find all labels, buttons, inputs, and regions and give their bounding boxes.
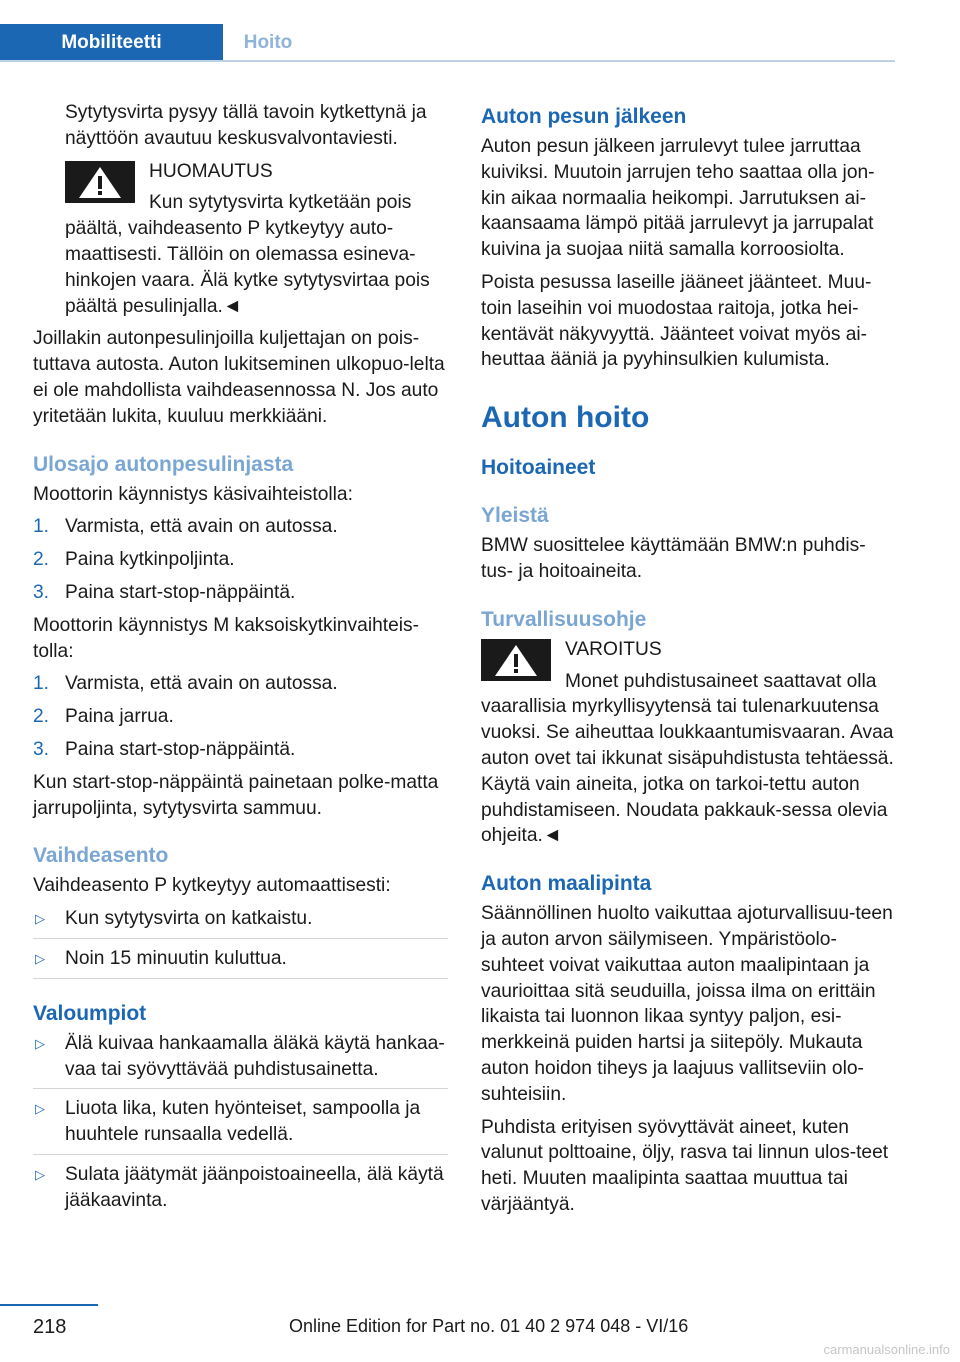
warning-title: VAROITUS — [565, 638, 662, 660]
warning-text: vaarallisia myrkyllisyytensä tai tulenarkuutensa vuoksi. Se aiheuttaa loukkaantumisvaaran. Avaa auton ovet tai ikkunat sisäpuhdistusta tehtäessä. Käytä vain aineita, jotka on tarkoi-tettu auton puhdistamiseen. Noudata pakkauk-sessa olevia ohjeita.◄ — [481, 696, 894, 847]
notice-line1: Kun sytytysvirta kytketään pois — [149, 192, 412, 214]
after-wash-paragraph-2: Poista pesussa laseille jääneet jäänteet. Muu-toin laseihin voi muodostaa raitoja, jotka hei-kentävät näkyvyyttä. Jäänteet voivat myös ai-heuttaa ääniä ja pyyhinsulkien kulumista. — [481, 271, 872, 371]
edition-text: Online Edition for Part no. 01 40 2 974 048 - VI/16 — [289, 1316, 689, 1336]
bullet-triangle-icon: ▷ — [35, 950, 45, 966]
warning-line1: Monet puhdistusaineet saattavat olla — [565, 670, 877, 692]
list-item: 2. Paina jarrua. — [33, 706, 174, 728]
intro-paragraph: Sytytysvirta pysyy tällä tavoin kytkettynä ja näyttöön avautuu keskusvalvontaviesti. — [65, 102, 427, 149]
left-column — [33, 100, 448, 1227]
notice-title: HUOMAUTUS — [149, 160, 273, 182]
list-item: ▷ Kun sytytysvirta on katkaistu. — [33, 906, 448, 939]
manual-paragraph: Moottorin käynnistys käsivaihteistolla: — [33, 483, 353, 505]
list-item: ▷ Noin 15 minuutin kuluttua. — [33, 946, 448, 979]
heading-after-wash: Auton pesun jälkeen — [481, 105, 687, 128]
gear-list — [33, 906, 448, 979]
stop-paragraph: Kun start-stop-näppäintä painetaan polke-matta jarrupoljinta, sytytysvirta sammuu. — [33, 771, 439, 819]
list-item: 3. Paina start-stop-näppäintä. — [33, 581, 296, 603]
manual-steps — [33, 514, 448, 605]
heading-exit: Ulosajo autonpesulinjasta — [33, 452, 294, 476]
paint-paragraph-2: Puhdista erityisen syövyttävät aineet, kuten valunut polttoaine, öljy, rasva tai linnun ulos-teet heti. Muuten maalipinta saattaa muuttua tai värjääntyä. — [481, 1116, 889, 1215]
warning-triangle-icon — [65, 161, 135, 203]
tab-hoito[interactable]: Hoito — [243, 32, 293, 53]
heading-care-products: Hoitoaineet — [481, 456, 596, 480]
list-item: 2. Paina kytkinpoljinta. — [33, 549, 235, 571]
general-paragraph: BMW suosittelee käyttämään BMW:n puhdis-tus- ja hoitoaineita. — [481, 535, 866, 582]
gear-paragraph: Vaihdeasento P kytkeytyy automaattisesti: — [33, 875, 391, 897]
tab-mobiliteetti[interactable]: Mobiliteetti — [0, 24, 223, 62]
list-item: 1. Varmista, että avain on autossa. — [33, 516, 338, 538]
driver-paragraph: Joillakin autonpesulinjoilla kuljettajan on pois-tuttava autosta. Auton lukitseminen ulkopuo-lelta ei ole mahdollista vaihdeasennossa N. Jos auto yritetään lukita, kuuluu merkkiääni. — [33, 328, 445, 427]
list-item: ▷ Sulata jäätymät jäänpoistoaineella, älä käytä jääkaavinta. — [35, 1163, 444, 1211]
lights-list — [33, 1031, 448, 1220]
list-item: 1. Varmista, että avain on autossa. — [33, 673, 338, 695]
heading-safety: Turvallisuusohje — [481, 607, 647, 631]
notice-box — [65, 159, 448, 320]
warning-triangle-icon — [481, 639, 551, 681]
auto-steps — [33, 671, 448, 762]
page-number: 218 — [33, 1316, 67, 1338]
bullet-triangle-icon: ▷ — [35, 911, 45, 927]
list-item: ▷ Älä kuivaa hankaamalla äläkä käytä hankaa-vaa tai syövyttävää puhdistusainetta. — [33, 1031, 448, 1090]
bullet-triangle-icon: ▷ — [35, 1166, 45, 1182]
paint-paragraph-1: Säännöllinen huolto vaikuttaa ajoturvallisuu-teen ja auton arvon säilymiseen. Ympäristöolo-suhteet voivat vaikuttaa auton maalipintaan ja vaurioittaa sitä seuduilla, joissa ilma on erittäin likaista tai luonnon likaa syntyy paljon, esi-merkkeinä puiden hartsi ja siitepöly. Mukauta auton hoidon tiheys ja laajuus vallitseviin olo-suhteisiin. — [481, 903, 893, 1105]
watermark: carmanualsonline.info — [823, 1342, 950, 1357]
heading-car-care: Auton hoito — [481, 401, 650, 435]
bullet-triangle-icon: ▷ — [35, 1101, 45, 1117]
heading-general: Yleistä — [481, 504, 549, 528]
list-item: ▷ Liuota lika, kuten hyönteiset, sampoolla ja huuhtele runsaalla vedellä. — [33, 1096, 448, 1155]
heading-gear: Vaihdeasento — [33, 844, 169, 868]
heading-paint: Auton maalipinta — [481, 872, 652, 896]
heading-lights: Valoumpiot — [33, 1001, 147, 1025]
warning-box — [481, 637, 896, 849]
auto-paragraph: Moottorin käynnistys M kaksoiskytkinvaihteis-tolla: — [33, 614, 420, 662]
bullet-triangle-icon: ▷ — [35, 1035, 45, 1051]
after-wash-paragraph-1: Auton pesun jälkeen jarrulevyt tulee jarruttaa kuiviksi. Muutoin jarrujen teho saattaa olla jon-kin aikaa normaalia heikompi. Jarrutuksen ai-kaansaama lämpö pitää jarrulevyt ja jarrupalat kuivina ja suojaa niitä samalla korroosiolta. — [481, 136, 875, 261]
notice-text: päältä, vaihdeasento P kytkeytyy auto-maattisesti. Tällöin on olemassa esineva-hinkojen vaara. Älä kytke sytytysvirtaa pois päältä pesulinjalla.◄ — [65, 218, 430, 317]
footer-rule — [0, 1304, 98, 1306]
list-item: 3. Paina start-stop-näppäintä. — [33, 738, 296, 760]
header-divider — [0, 60, 895, 62]
right-column — [481, 100, 896, 1225]
